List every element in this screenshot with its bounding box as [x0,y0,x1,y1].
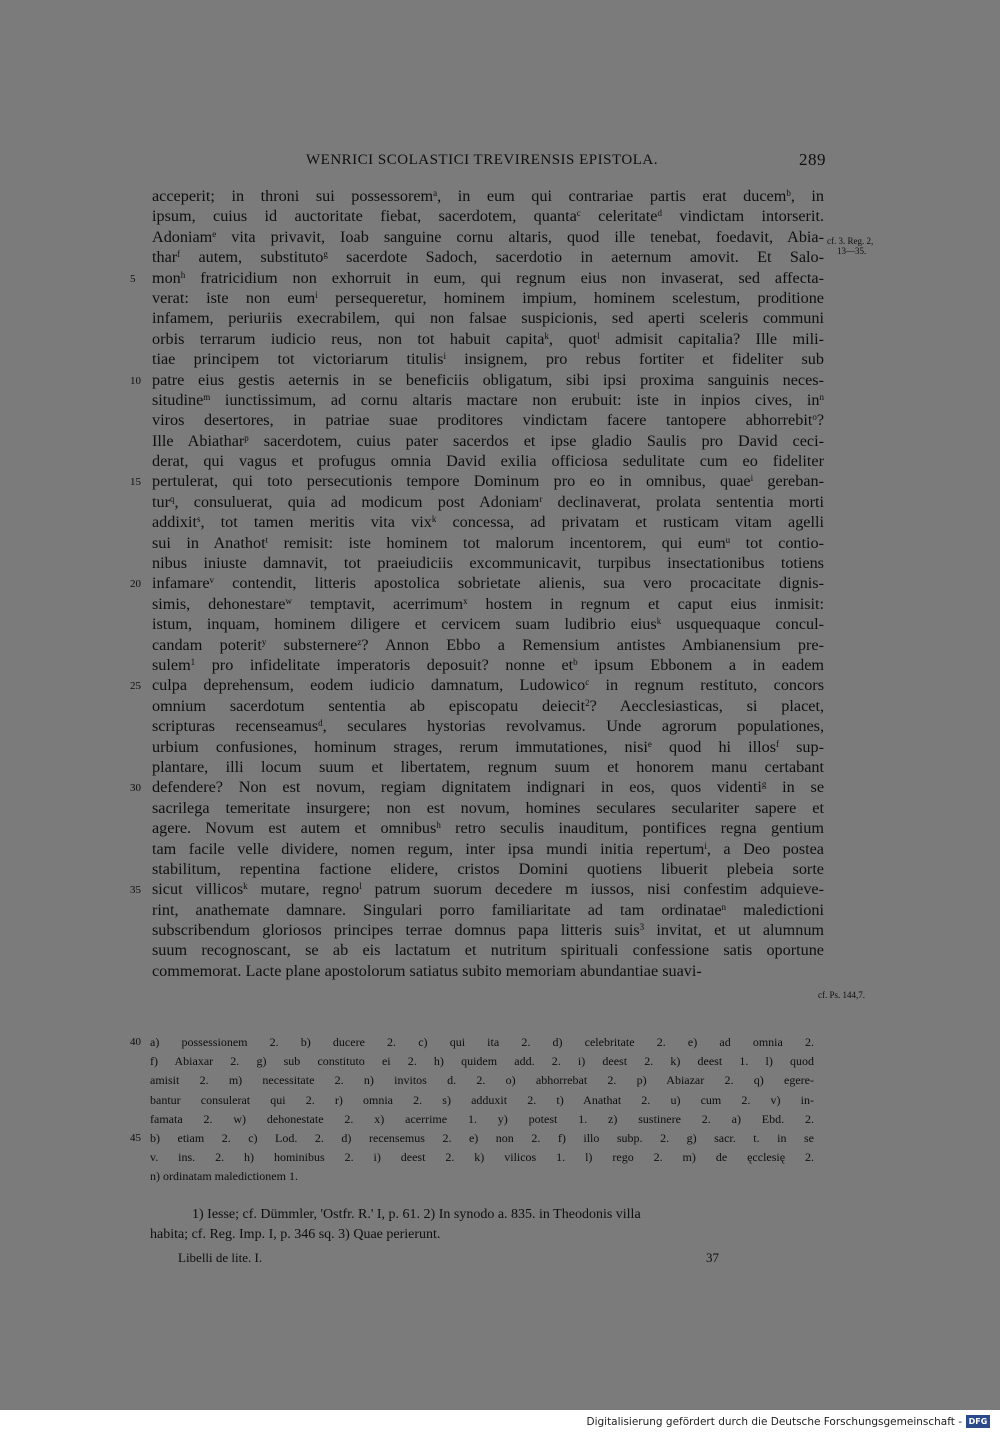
running-title: WENRICI SCOLASTICI TREVIRENSIS EPISTOLA. [306,152,658,168]
text-segment: , a Deo postea [706,839,824,858]
text-line [152,247,824,267]
note-marker: k [243,881,248,892]
text-segment: fratricidium non exhorruit in eum, qui regnum eius non invaserat, sed affecta- [185,268,824,287]
text-segment: temptavit, acerrimum [291,594,464,613]
text-line [152,553,824,573]
note-marker: d [318,718,323,729]
text-segment: viros desertores, in patriae suae proditores vindictam facere tantopere abhorrebit [152,411,813,430]
variant-note-line [150,1167,814,1186]
line-number: 30 [130,782,141,795]
text-line [130,879,824,899]
text-line [152,410,824,430]
text-line [152,900,824,920]
footnotes [150,1205,814,1245]
text-line [152,329,824,349]
note-marker: 2 [585,697,590,708]
line-number: 25 [130,680,141,693]
text-segment: , quot [548,329,598,348]
margin-note-2 [818,990,865,1000]
text-segment: , consuluerat, quia ad modicum post Adoniam [174,492,540,511]
variant-note-line [150,1091,814,1110]
variant-note-text: f) Abiaxar 2. g) sub constituto ei 2. h) quidem add. 2. i) deest 2. k) deest 1. l) quod [150,1054,814,1069]
text-line [152,798,824,818]
note-marker: h [180,269,186,280]
text-segment: omnium sacerdotum sententia ab episcopatu deiecit [152,696,586,715]
note-marker: i [704,840,707,851]
text-segment: , in eum qui contrariae partis erat ducem [437,187,787,205]
note-marker: i [315,289,318,300]
text-line [152,186,824,206]
text-line [152,512,824,532]
text-segment: urbium confusiones, hominum strages, rerum immutationes, nisi [152,737,648,756]
note-marker: e [647,738,652,749]
text-segment: retro seculis inauditum, pontifices regna gentium [440,819,824,838]
text-segment: quod hi illos [651,737,777,756]
note-marker: k [431,514,437,525]
text-segment: patrum suorum decedere m iussos, nisi confestim adquieve- [361,880,824,899]
text-line [130,471,825,491]
note-marker: p [244,432,249,443]
text-segment: stabilitum, repentina factione elidere, cristos Domini quotiens libuerit plebeia sorte [152,859,824,878]
note-marker: d [657,208,662,219]
text-segment: situdine [152,390,204,409]
variant-note-line [150,1148,814,1167]
text-segment: subscribendum gloriosos principes terrae domnus papa litteris suis [152,921,640,940]
text-line [152,431,824,451]
note-marker: g [323,249,328,260]
text-segment: tiae principem tot victoriarum titulis [152,350,444,369]
note-marker: c [576,208,581,219]
dfg-banner [0,1410,1000,1434]
text-segment: pertulerat, qui toto persecutionis tempore Dominum pro eo in omnibus, quae [152,472,751,491]
note-marker: z [357,636,362,647]
note-marker: n [721,901,727,912]
text-segment: iunctissimum, ad cornu altaris mactare non erubuit: iste in inpios cives, in [210,390,820,409]
text-segment: patre eius gestis aeternis in se beneficiis obligatum, sibi ipsi proxima sanguinis neces- [152,370,824,389]
variant-notes [130,1033,814,1187]
line-number: 20 [130,578,141,591]
text-line [130,777,824,797]
text-segment: ? Annon Ebbo a Remensium antistes Ambianensium pre- [361,635,824,654]
text-segment: , in [790,187,825,205]
text-line [152,961,824,981]
variant-note-text: famata 2. w) dehonestate 2. x) acerrime 1. y) potest 1. z) sustinere 2. a) Ebd. 2. [150,1111,814,1126]
text-segment: substernere [266,635,358,654]
text-segment: infamem, periuriis execrabilem, qui non falsae suspicionis, sed aperti sceleris communi [152,309,824,328]
text-line [152,839,824,859]
text-segment: in regnum restituto, concors [589,676,824,695]
text-segment: Ille Abiathar [152,431,245,450]
note-marker: v [209,575,215,586]
text-segment: invitat, et ut alumnum [644,921,824,940]
text-line [130,370,824,390]
note-marker: k [544,330,549,341]
note-marker: u [725,534,731,545]
note-marker: x [463,595,468,606]
text-segment: ? Aecclesiasticas, si placet, [589,696,824,715]
note-marker: a [433,188,438,198]
text-segment: mutare, regno [247,880,360,899]
note-marker: l [359,881,362,892]
main-text [130,186,825,981]
text-segment: vita privavit, Ioab sanguine cornu altaris, quod ille tenebat, foedavit, Abia- [216,227,824,246]
variant-note-text: v. ins. 2. h) hominibus 2. i) deest 2. k) vilicos 1. l) rego 2. m) de ęcclesię 2. [150,1150,814,1165]
text-segment: orbis terrarum iudicio reus, non tot habuit capita [152,329,545,348]
text-line [152,635,824,655]
dfg-logo: DFG [966,1415,990,1428]
note-marker: g [761,779,767,790]
text-segment: sup- [779,737,824,756]
text-line [152,594,824,614]
text-segment: vindictam intorserit. [662,207,824,226]
text-segment: , tot tamen meritis vita vix [200,513,432,532]
variant-note-text: bantur consulerat qui 2. r) omnia 2. s) adduxit 2. t) Anathat 2. u) cum 2. v) in- [150,1092,814,1107]
text-segment: plantare, illi locum suum et libertatem, regnum suum et honorem manu certabant [152,757,824,776]
signature-title: Libelli de lite. I. [178,1250,263,1265]
margin-note-1-line-1: cf. 3. Reg. 2, [827,236,874,246]
note-marker: h [436,820,441,831]
note-marker: n [819,391,824,402]
text-segment: maledictioni [726,900,824,919]
note-marker: y [261,636,267,647]
note-marker: w [285,595,292,606]
note-marker: 1 [190,656,196,667]
text-segment: thar [152,248,178,267]
note-marker: q [169,493,175,504]
variant-note-text: b) etiam 2. c) Lod. 2. d) recensemus 2. e) non 2. f) illo subp. 2. g) sacr. t. in se [150,1130,814,1145]
note-marker: b [573,656,578,667]
text-segment: addixit [152,513,197,532]
note-marker: k [656,616,662,627]
text-segment: acceperit; in throni sui possessorem [152,187,434,205]
note-marker: s [196,514,201,525]
line-number: 35 [130,884,141,897]
text-segment: declinaverat, prolata sententia morti [542,492,824,511]
text-line [152,859,824,879]
note-marker: f [776,738,780,749]
margin-note-1-line-2: 13—35. [837,246,867,256]
text-segment: sui in Anathot [152,533,266,552]
dfg-banner-text: Digitalisierung gefördert durch die Deutsche Forschungsgemeinschaft - [586,1416,962,1428]
text-segment: culpa deprehensum, eodem iudicio damnatum, Ludowico [152,676,586,695]
text-segment: , seculares hystorias revolvamus. Unde agrorum populationes, [322,717,824,736]
text-segment: sacrilega temeritate insurgere; non est novum, homines seculares seculariter sapere et [152,798,824,817]
line-number: 15 [130,476,141,489]
text-line [152,757,824,777]
text-segment: hostem in regnum et caput eius inmisit: [467,594,824,613]
note-marker: l [597,330,600,341]
text-line [152,655,824,675]
text-line [152,492,824,512]
note-marker: r [539,493,543,504]
signature-number: 37 [706,1250,719,1265]
variant-note-line [150,1071,814,1090]
line-number: 45 [130,1131,141,1144]
text-segment: defendere? Non est novum, regiam dignitatem indignari in eos, quos videnti [152,778,762,797]
text-segment: simis, dehonestare [152,594,286,613]
text-segment: autem, substituto [180,248,324,267]
text-segment: sicut villicos [152,880,244,899]
footnote-line-1: 1) Iesse; cf. Dümmler, 'Ostfr. R.' I, p. 61. 2) In synodo a. 835. in Theodonis villa [192,1207,641,1222]
text-line [152,451,824,471]
text-segment: derat, qui vagus et profugus omnia David exilia officiosa sedulitate cum eo fideliter [152,452,824,471]
note-marker: m [203,391,211,402]
text-line [152,206,824,226]
note-marker: c [585,677,590,688]
text-segment: mon [152,268,181,287]
text-segment: nibus iniuste damnavit, tot praeiudiciis excommunicavit, turpibus insectationibus totiens [152,554,824,573]
text-segment: gereban- [753,472,825,491]
text-segment: contendit, litteris apostolica sobrietate alienis, sua vero procacitate dignis- [214,574,824,593]
text-line [152,533,824,553]
text-line [152,696,824,716]
text-segment: sulem [152,655,191,674]
text-segment: persequeretur, hominem impium, hominem scelestum, proditione [317,288,824,307]
text-segment: sacerdotem, cuius pater sacerdos et ipse gladio Saulis pro David ceci- [248,431,824,450]
text-line [130,268,824,288]
text-segment: remisit: iste hominem tot malorum incentorem, qui eum [268,533,726,552]
text-line [152,308,824,328]
text-line [152,390,824,410]
text-segment: admisit capitalia? Ille mili- [599,329,824,348]
text-line [152,288,824,308]
text-segment: candam poterit [152,635,262,654]
variant-note-line [130,1033,814,1052]
variant-note-line [150,1052,814,1071]
note-marker: t [265,534,269,545]
note-marker: o [812,412,817,423]
text-segment: insignem, pro rebus fortiter et fideliter sub [445,350,824,369]
variant-note-line [150,1110,814,1129]
text-segment: istum, inquam, hominem diligere et cervicem suam ludibrio eius [152,615,657,634]
text-segment: tot contio- [730,533,824,552]
margin-note-1 [827,236,873,256]
text-line [152,920,824,940]
variant-note-line [130,1129,814,1148]
note-marker: i [443,351,446,362]
text-segment: celeritate [580,207,658,226]
text-line [152,349,824,369]
text-segment: ipsum Ebbonem a in eadem [577,655,824,674]
variant-note-text: n) ordinatam maledictionem 1. [150,1169,298,1184]
text-segment: ? [816,411,824,430]
line-number: 40 [130,1036,141,1048]
text-line [130,675,824,695]
text-segment: pro infidelitate imperatoris deposuit? nonne et [195,655,574,674]
text-segment: in se [766,778,824,797]
text-segment: tur [152,492,170,511]
text-segment: agere. Novum est autem et omnibus [152,819,437,838]
text-segment: verat: iste non eum [152,288,316,307]
note-marker: e [212,228,217,239]
text-segment: concessa, ad privatam et rusticam vitam agelli [436,513,824,532]
text-segment: commemorat. Lacte plane apostolorum satiatus subito memoriam abundantiae suavi- [152,961,702,980]
line-number: 10 [130,374,141,387]
text-segment: ipsum, cuius id auctoritate fiebat, sacerdotem, quanta [152,207,577,226]
text-line [130,573,824,593]
text-segment: infamare [152,574,210,593]
text-segment: usquequaque concul- [661,615,824,634]
text-segment: scripturas recenseamus [152,717,319,736]
text-line [152,716,824,736]
text-line [152,818,824,838]
note-marker: f [177,249,181,260]
text-line [152,614,824,634]
line-number: 5 [130,272,136,285]
margin-note-2-line-1: cf. Ps. 144,7. [818,990,865,1000]
text-line [152,227,824,247]
note-marker: i [750,473,754,484]
note-marker: 3 [639,922,645,933]
note-marker: b [786,188,791,198]
text-segment: suum recognoscant, se ab eis lactatum et nutritum spirituali confessione satis oportune [152,941,824,960]
variant-note-text: amisit 2. m) necessitate 2. n) invitos d. 2. o) abhorrebat 2. p) Abiazar 2. q) egere- [150,1073,814,1088]
text-segment: tam facile velle dividere, nomen regum, inter ipsa mundi initia repertum [152,839,705,858]
text-line [152,737,824,757]
page-number: 289 [799,150,826,169]
text-segment: sacerdote Sadoch, sacerdotio in aeternum amovit. Et Salo- [327,248,824,267]
text-segment: rint, anathemate damnare. Singulari porro familiaritate ad tam ordinatae [152,900,722,919]
footnote-line-2: habita; cf. Reg. Imp. I, p. 346 sq. 3) Quae perierunt. [150,1227,441,1242]
text-line [152,940,824,960]
variant-note-text: a) possessionem 2. b) ducere 2. c) qui ita 2. d) celebritate 2. e) ad omnia 2. [150,1035,814,1049]
text-segment: Adoniam [152,227,213,246]
